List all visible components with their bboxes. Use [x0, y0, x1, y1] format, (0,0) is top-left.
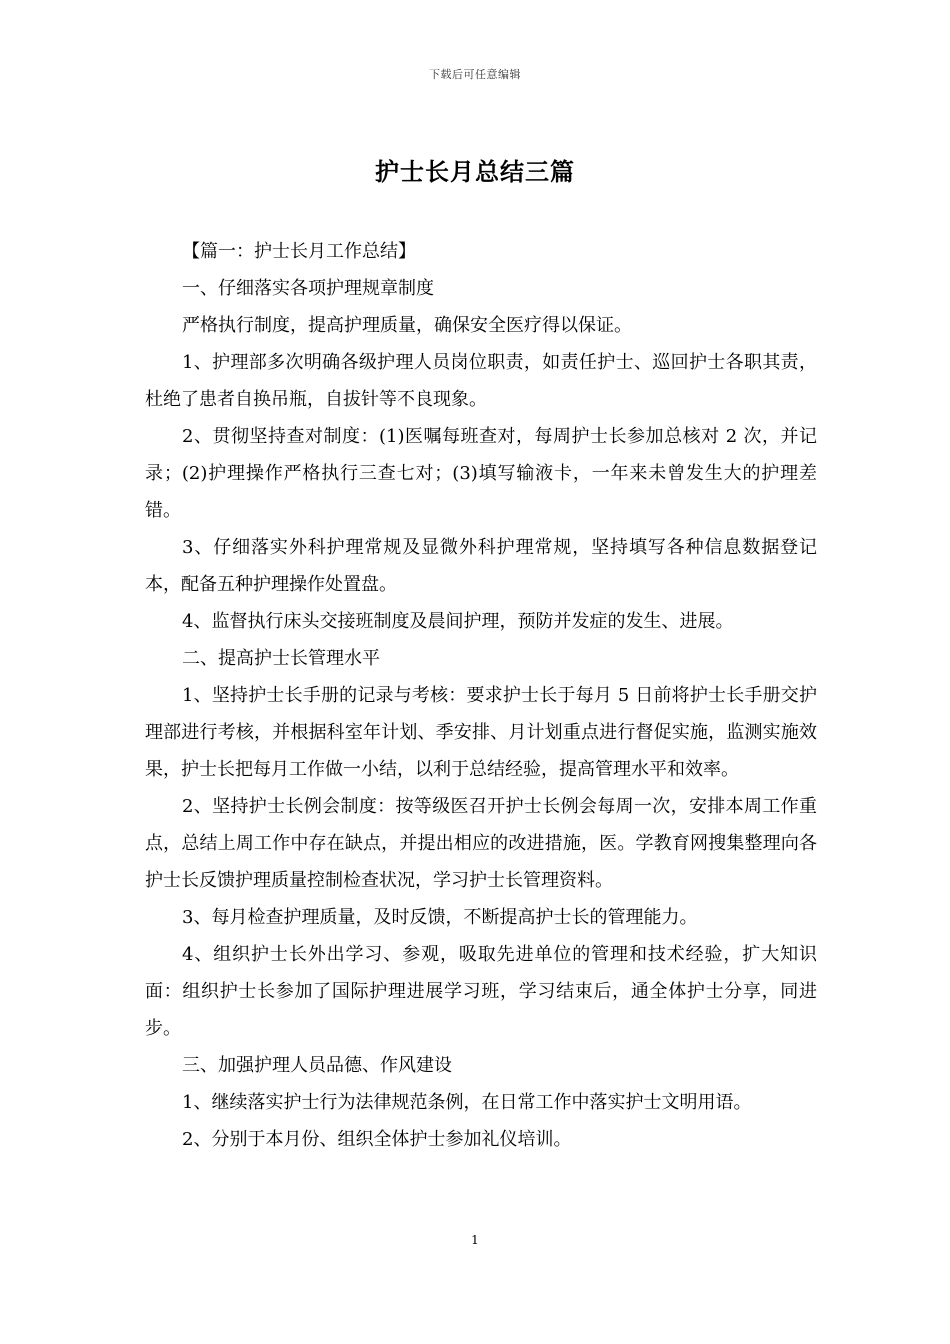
body-paragraph: 4、组织护士长外出学习、参观，吸取先进单位的管理和技术经验，扩大知识面：组织护士长参加了国际护理进展学习班，学习结束后，通全体护士分享，同进步。 — [145, 944, 817, 1039]
body-paragraph: 3、仔细落实外科护理常规及显微外科护理常规，坚持填写各种信息数据登记本，配备五种护理操作处置盘。 — [145, 537, 817, 595]
section-heading: 【篇一：护士长月工作总结】 — [182, 241, 416, 262]
body-paragraph: 2、坚持护士长例会制度：按等级医召开护士长例会每周一次，安排本周工作重点，总结上周工作中存在缺点，并提出相应的改进措施，医。学教育网搜集整理向各护士长反馈护理质量控制检查状况，学习护士长管理资料。 — [145, 796, 817, 891]
body-paragraph: 2、贯彻坚持查对制度：(1)医嘱每班查对，每周护士长参加总核对 2 次，并记录；(2)护理操作严格执行三查七对；(3)填写输液卡，一年来未曾发生大的护理差错。 — [145, 426, 817, 521]
body-paragraph: 1、继续落实护士行为法律规范条例，在日常工作中落实护士文明用语。 — [182, 1092, 752, 1113]
subsection-heading: 一、仔细落实各项护理规章制度 — [182, 278, 434, 299]
body-paragraph: 严格执行制度，提高护理质量，确保安全医疗得以保证。 — [182, 315, 632, 336]
page-number: 1 — [471, 1233, 479, 1247]
body-paragraph: 1、坚持护士长手册的记录与考核：要求护士长于每月 5 日前将护士长手册交护理部进行考核，并根据科室年计划、季安排、月计划重点进行督促实施，监测实施效果，护士长把每月工作做一小结，以利于总结经验，提高管理水平和效率。 — [145, 685, 817, 780]
body-paragraph: 1、护理部多次明确各级护理人员岗位职责，如责任护士、巡回护士各职其责，杜绝了患者自换吊瓶，自拔针等不良现象。 — [145, 352, 817, 410]
body-paragraph: 3、每月检查护理质量，及时反馈，不断提高护士长的管理能力。 — [182, 907, 698, 928]
body-paragraph: 2、分别于本月份、组织全体护士参加礼仪培训。 — [182, 1129, 572, 1150]
document-title: 护士长月总结三篇 — [375, 157, 575, 186]
header-note: 下载后可任意编辑 — [429, 68, 521, 81]
body-paragraph: 4、监督执行床头交接班制度及晨间护理，预防并发症的发生、进展。 — [182, 611, 734, 632]
subsection-heading: 二、提高护士长管理水平 — [182, 648, 380, 669]
subsection-heading: 三、加强护理人员品德、作风建设 — [182, 1055, 452, 1076]
document-body — [145, 233, 817, 1158]
